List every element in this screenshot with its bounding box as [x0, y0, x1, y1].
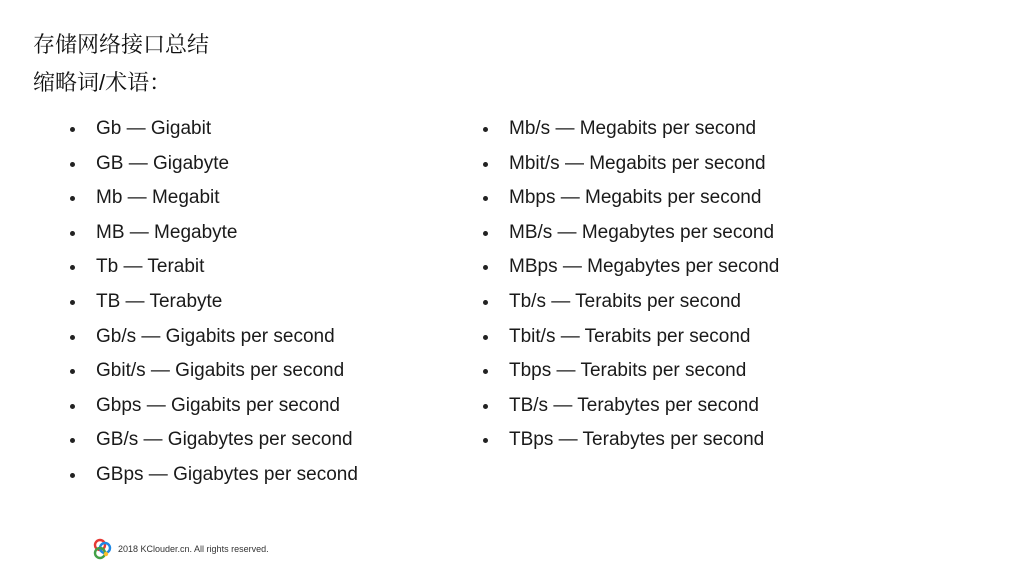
bullet-icon	[70, 196, 75, 201]
bullet-icon	[70, 369, 75, 374]
bullet-icon	[70, 127, 75, 132]
bullet-icon	[483, 231, 488, 236]
list-item	[483, 320, 779, 355]
terms-list-right	[483, 112, 779, 458]
list-item	[483, 354, 779, 389]
list-item	[483, 216, 779, 251]
list-item	[483, 181, 779, 216]
bullet-icon	[483, 265, 488, 270]
term-text: Mbit/s — Megabits per second	[509, 152, 766, 174]
bullet-icon	[70, 300, 75, 305]
term-text: Tbit/s — Terabits per second	[509, 325, 751, 347]
bullet-icon	[70, 265, 75, 270]
bullet-icon	[70, 231, 75, 236]
list-item	[483, 285, 779, 320]
bullet-icon	[483, 369, 488, 374]
slide-subtitle: 缩略词/术语：	[33, 70, 172, 95]
bullet-icon	[483, 300, 488, 305]
term-text: Gb — Gigabit	[96, 118, 212, 139]
kclouder-logo-icon	[92, 538, 114, 560]
term-text: Tb/s — Terabits per second	[509, 290, 741, 312]
list-item	[70, 320, 358, 355]
term-text: TB/s — Terabytes per second	[509, 394, 759, 416]
bullet-icon	[483, 438, 488, 443]
list-item	[483, 423, 779, 458]
copyright-text: 2018 KClouder.cn. All rights reserved.	[118, 544, 269, 554]
list-item	[70, 147, 358, 182]
list-item	[70, 112, 358, 147]
term-text: Tbps — Terabits per second	[509, 360, 747, 382]
term-text: MBps — Megabytes per second	[509, 256, 780, 278]
term-text: TB — Terabyte	[96, 290, 223, 312]
term-text: Mb — Megabit	[96, 187, 220, 209]
bullet-icon	[483, 404, 488, 409]
term-text: Tb — Terabit	[96, 256, 205, 278]
term-text: GB/s — Gigabytes per second	[96, 429, 353, 451]
list-item	[70, 354, 358, 389]
term-text: Gbps — Gigabits per second	[96, 394, 340, 416]
list-item	[70, 285, 358, 320]
term-text: MB — Megabyte	[96, 221, 238, 243]
bullet-icon	[483, 335, 488, 340]
list-item	[70, 250, 358, 285]
term-text: Gbit/s — Gigabits per second	[96, 360, 345, 382]
list-item	[70, 458, 358, 493]
list-item	[70, 389, 358, 424]
term-text: MB/s — Megabytes per second	[509, 221, 775, 243]
term-text: TBps — Terabytes per second	[509, 429, 765, 451]
footer	[92, 538, 269, 560]
list-item	[70, 423, 358, 458]
list-item	[483, 112, 779, 147]
list-item	[70, 216, 358, 251]
bullet-icon	[70, 335, 75, 340]
list-item	[483, 250, 779, 285]
bullet-icon	[483, 127, 488, 132]
list-item	[483, 389, 779, 424]
term-text: Mb/s — Megabits per second	[509, 118, 757, 139]
bullet-icon	[483, 196, 488, 201]
terms-list-left	[70, 112, 358, 493]
term-text: Mbps — Megabits per second	[509, 187, 762, 209]
bullet-icon	[70, 473, 75, 478]
list-item	[70, 181, 358, 216]
bullet-icon	[483, 162, 488, 167]
term-text: GB — Gigabyte	[96, 152, 230, 174]
term-text: GBps — Gigabytes per second	[96, 463, 358, 485]
term-text: Gb/s — Gigabits per second	[96, 325, 335, 347]
slide-title: 存储网络接口总结	[33, 32, 210, 57]
bullet-icon	[70, 438, 75, 443]
logo-dot-yellow	[104, 552, 108, 556]
bullet-icon	[70, 162, 75, 167]
bullet-icon	[70, 404, 75, 409]
list-item	[483, 147, 779, 182]
